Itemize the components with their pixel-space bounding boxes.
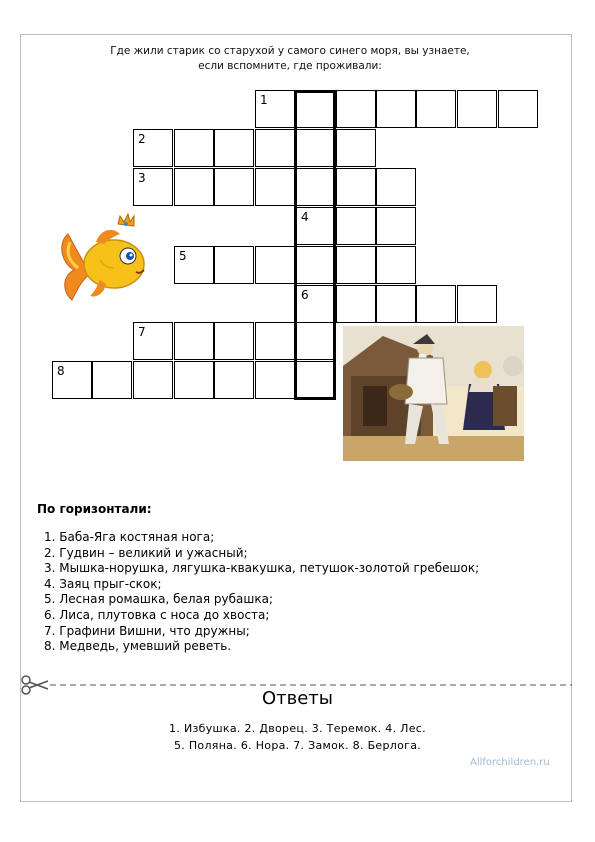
crossword-cell[interactable] [296,322,336,360]
crossword-cell[interactable] [255,361,295,399]
clue-item: 7. Графини Вишни, что дружны; [44,623,250,638]
crossword-cell[interactable] [296,246,336,284]
clue-item: 1. Баба-Яга костяная нога; [44,530,215,544]
crossword-cell[interactable] [214,361,254,399]
crossword-cell[interactable] [376,246,416,284]
answers-line-1: 1. Избушка. 2. Дворец. 3. Теремок. 4. Лес. [169,722,426,735]
crossword-cell[interactable] [457,90,497,128]
crossword-cell[interactable] [336,285,376,323]
crossword-cell[interactable] [133,361,173,399]
crossword-cell[interactable] [376,207,416,245]
crossword-cell[interactable] [416,285,456,323]
golden-fish-image [56,212,152,304]
clue-item: 8. Медведь, умевший реветь. [44,639,232,654]
clue-number: 3 [138,171,146,185]
crossword-cell[interactable] [174,361,214,399]
crossword-cell[interactable] [255,168,295,206]
clue-number: 2 [138,132,146,146]
crossword-cell[interactable] [336,90,376,128]
old-man-old-woman-image [343,326,524,461]
clue-item: 4. Заяц прыг-скок; [44,576,162,591]
answers-line-2: 5. Поляна. 6. Нора. 7. Замок. 8. Берлога. [173,739,422,752]
crossword-cell[interactable] [214,168,254,206]
title-line-1: Где жили старик со старухой у самого синего моря, вы узнаете, [110,45,470,57]
clue-item: 2. Гудвин – великий и ужасный; [44,545,248,560]
crossword-cell[interactable] [214,322,254,360]
crossword-cell[interactable] [214,246,254,284]
crossword-cell[interactable] [214,129,254,167]
crossword-cell[interactable] [296,168,336,206]
answers-heading: Ответы [261,688,334,709]
clue-item: 6. Лиса, плутовка с носа до хвоста; [44,607,270,622]
crossword-cell[interactable] [255,322,295,360]
clue-number: 6 [301,288,309,302]
crossword-cell[interactable] [336,207,376,245]
crossword-cell[interactable] [255,129,295,167]
clue-number: 8 [57,364,65,378]
title-line-2: если вспомните, где проживали: [198,60,382,72]
crossword-cell[interactable] [174,129,214,167]
clue-number: 5 [179,249,187,263]
worksheet-title [60,44,520,74]
crossword-cell[interactable] [296,361,336,399]
crossword-cell[interactable] [416,90,456,128]
crossword-cell[interactable] [376,90,416,128]
clues-heading: По горизонтали: [37,502,152,516]
crossword-cell[interactable] [376,285,416,323]
answers-text [0,720,595,754]
crossword-cell[interactable] [457,285,497,323]
crossword-cell[interactable] [498,90,538,128]
clue-item: 3. Мышка-норушка, лягушка-квакушка, петушок-золотой гребешок; [44,561,480,576]
crossword-cell[interactable] [336,168,376,206]
clue-number: 7 [138,325,146,339]
clue-item: 5. Лесная ромашка, белая рубашка; [44,592,274,607]
clue-number: 1 [260,93,268,107]
crossword-cell[interactable] [92,361,132,399]
crossword-cell[interactable] [255,246,295,284]
crossword-cell[interactable] [296,129,336,167]
crossword-cell[interactable] [376,168,416,206]
crossword-cell[interactable] [336,129,376,167]
clues-list [44,530,479,655]
crossword-cell[interactable] [296,90,336,128]
site-watermark: Allforchildren.ru [470,757,550,768]
crossword-cell[interactable] [174,168,214,206]
crossword-cell[interactable] [336,246,376,284]
clue-number: 4 [301,210,309,224]
crossword-cell[interactable] [174,322,214,360]
